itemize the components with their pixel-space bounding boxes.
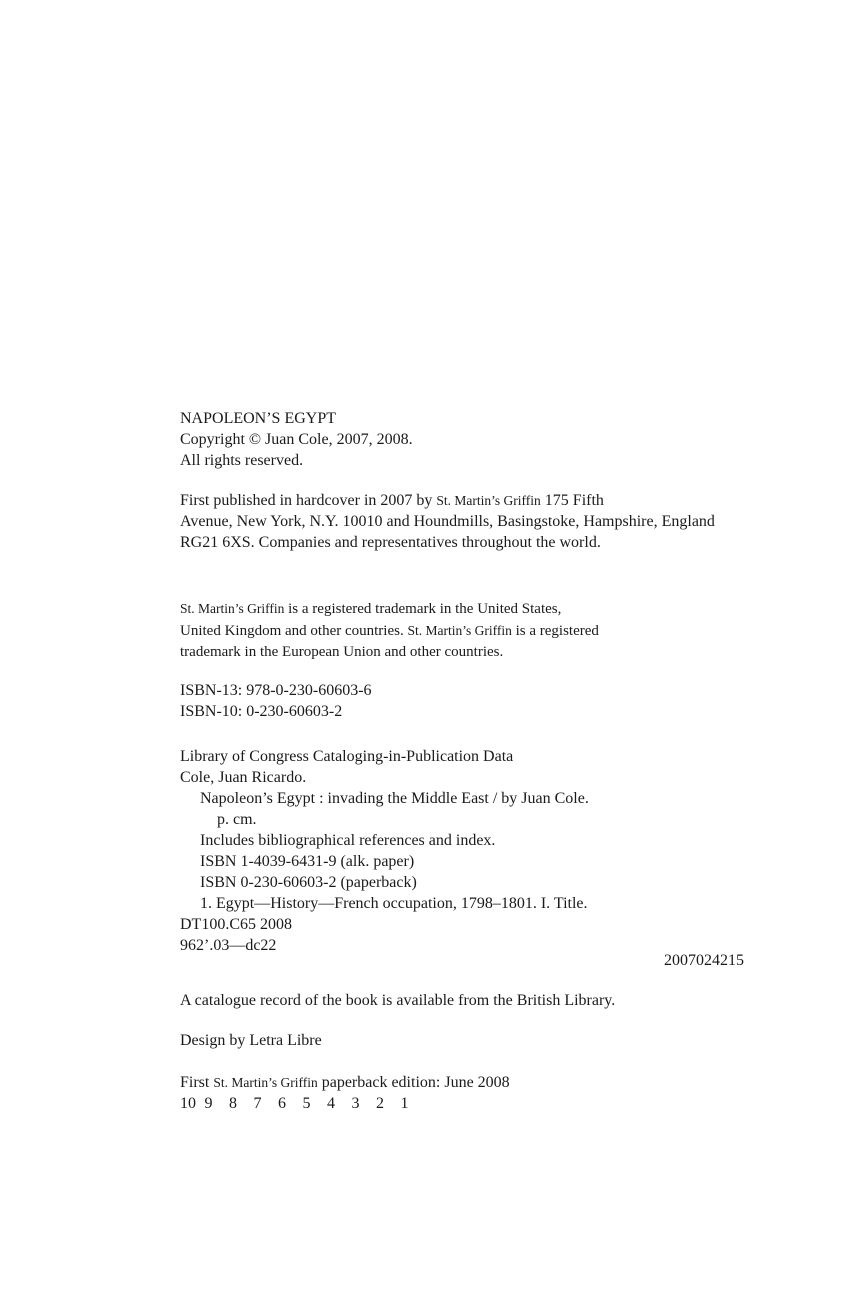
printing-number: 9 xyxy=(204,1095,213,1112)
publication-line-2: Avenue, New York, N.Y. 10010 and Houndmills, Basingstoke, Hampshire, England xyxy=(180,513,715,530)
trademark-line-3: trademark in the European Union and other countries. xyxy=(180,644,504,660)
cip-isbn-b: ISBN 0-230-60603-2 (paperback) xyxy=(200,874,417,891)
printing-number: 4 xyxy=(327,1095,335,1112)
printing-number: 7 xyxy=(253,1095,262,1112)
lccn-number: 2007024215 xyxy=(664,952,744,969)
cip-pages: p. cm. xyxy=(217,811,257,828)
printing-number: 6 xyxy=(278,1095,286,1112)
publication-line-3: RG21 6XS. Companies and representatives throughout the world. xyxy=(180,534,601,551)
cip-title: Napoleon’s Egypt : invading the Middle East / by Juan Cole. xyxy=(200,790,589,807)
publication-line-1 xyxy=(180,490,715,511)
book-title: NAPOLEON’S EGYPT xyxy=(180,410,336,427)
trademark-text: United Kingdom and other countries. xyxy=(180,623,408,639)
publisher-name: St. Martin’s Griffin xyxy=(213,1075,318,1090)
cip-subject: 1. Egypt—History—French occupation, 1798–1801. I. Title. xyxy=(200,895,588,912)
publication-block xyxy=(180,490,715,553)
printing-number: 8 xyxy=(229,1095,237,1112)
isbn-10: ISBN-10: 0-230-60603-2 xyxy=(180,703,343,720)
design-line xyxy=(180,1030,322,1051)
isbn-13: ISBN-13: 978-0-230-60603-6 xyxy=(180,682,372,699)
cip-includes: Includes bibliographical references and index. xyxy=(200,832,496,849)
rights-line: All rights reserved. xyxy=(180,452,304,469)
british-library-text: A catalogue record of the book is available from the British Library. xyxy=(180,992,616,1009)
edition-text: First xyxy=(180,1074,214,1091)
cip-header: Library of Congress Cataloging-in-Publication Data xyxy=(180,748,514,765)
printing-number: 1 xyxy=(400,1095,409,1112)
isbn-block xyxy=(180,680,372,722)
publisher-name: St. Martin’s Griffin xyxy=(407,623,512,638)
trademark-block xyxy=(180,598,599,663)
edition-block xyxy=(180,1072,510,1114)
trademark-text: is a registered xyxy=(511,623,599,639)
printing-number: 2 xyxy=(376,1095,384,1112)
british-library-line xyxy=(180,990,615,1011)
printing-numbers xyxy=(180,1093,510,1114)
publisher-name: St. Martin’s Griffin xyxy=(436,493,541,508)
copyright-line: Copyright © Juan Cole, 2007, 2008. xyxy=(180,431,413,448)
title-block xyxy=(180,408,413,471)
printing-number: 5 xyxy=(302,1095,311,1112)
publication-text: First published in hardcover in 2007 by xyxy=(180,492,437,509)
cip-author: Cole, Juan Ricardo. xyxy=(180,769,307,786)
cip-isbn-a: ISBN 1-4039-6431-9 (alk. paper) xyxy=(200,853,415,870)
design-credit: Design by Letra Libre xyxy=(180,1032,322,1049)
trademark-text: is a registered trademark in the United States, xyxy=(284,601,562,617)
edition-line xyxy=(180,1072,510,1093)
printing-number: 10 xyxy=(180,1095,196,1112)
edition-text: paperback edition: June 2008 xyxy=(317,1074,510,1091)
publication-text: 175 Fifth xyxy=(540,492,604,509)
cip-class: DT100.C65 2008 xyxy=(180,916,292,933)
trademark-line-1 xyxy=(180,598,599,620)
trademark-line-2 xyxy=(180,620,599,642)
printing-number: 3 xyxy=(351,1095,360,1112)
publisher-name: St. Martin’s Griffin xyxy=(180,601,285,616)
cip-dewey: 962’.03—dc22 xyxy=(180,937,277,954)
cip-block xyxy=(180,746,589,956)
